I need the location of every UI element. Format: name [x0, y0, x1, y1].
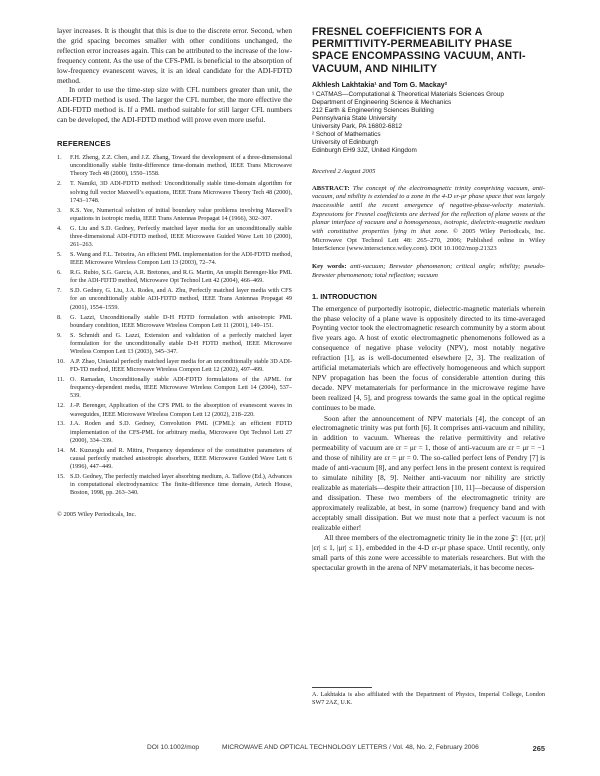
reference-number: 2. [57, 180, 62, 188]
reference-text: M. Kuzuoglu and R. Mittra, Frequency dependence of the constitutive parameters of causal perfectly matched anisotropic absorbers, IEEE Microwave Guided Wave Lett 6 (1996), 447–449. [70, 446, 292, 471]
reference-number: 5. [57, 251, 62, 259]
reference-number: 10. [57, 357, 65, 365]
reference-item [57, 332, 292, 357]
reference-item [57, 420, 292, 445]
references-list [57, 154, 292, 498]
reference-text: K.S. Yee, Numerical solution of initial boundary value problems involving Maxwell’s equations in isotropic media, IEEE Trans Antennas Propagat 14 (1966), 302–307. [70, 206, 292, 222]
reference-number: 3. [57, 206, 62, 214]
reference-number: 4. [57, 224, 62, 232]
reference-text: S.D. Gedney, The perfectly matched layer absorbing medium, A. Taflove (Ed.), Advances in computational electrodynamics: The finite-difference time domain, Artech House, Boston, 1998, pp. 263–340. [70, 473, 292, 497]
reference-number: 9. [57, 331, 62, 339]
reference-item [57, 154, 292, 179]
right-column [312, 26, 545, 574]
affiliation-line: ² School of Mathematics [312, 131, 381, 139]
reference-number: 1. [57, 154, 62, 162]
reference-item [57, 402, 292, 418]
footnote-divider [312, 687, 372, 688]
reference-item [57, 287, 292, 312]
reference-item [57, 376, 292, 401]
reference-text: O. Ramadan, Unconditionally stable ADI-FDTD formulations of the APML for frequency-dependent media, IEEE Microwave Wireless Compon Lett 14 (2004), 537–539. [70, 376, 292, 400]
reference-number: 12. [57, 402, 65, 410]
reference-text: A.P. Zhao, Uniaxial perfectly matched layer media for an unconditionally stable 3D ADI-FD-TD method, IEEE Microwave Wireless Compon Lett 12 (2002), 497–499. [70, 357, 292, 374]
affiliation-line: University Park, PA 16802-6812 [312, 123, 403, 131]
keywords [312, 263, 545, 280]
reference-number: 7. [57, 287, 62, 295]
page-number: 265 [532, 744, 545, 753]
abstract-text: The concept of the electromagnetic trinity comprising vacuum, anti-vacuum, and nihility is extended to a zone in the 4-D εr-μr phase space that was largely inaccessible until the recent emergence of negative-phase-velocity materials. Expressions for Fresnel coefficients are derived for the reflection of plane waves at the planar interface of vacuum and a homogeneous, isotropic, dielectric-magnetic medium with constitutive properties lying in that zone. [312, 184, 545, 236]
body-paragraph: The emergence of purportedly isotropic, dielectric-magnetic materials wherein the phase velocity of a plane wave is oppositely directed to its time-averaged Poynting vector took the electromagnetic research community by a storm about five years ago. A host of exotic electromagnetic phenomenons followed as a consequence of negative phase velocity (NPV), most notably negative refraction [1], as is well-documented elsewhere [2, 3]. The realization of artificial metamaterials which are effectively homogeneous and which support NPV propagation has been the focus of considerable attention during this decade. NPV metamaterials for performance in the microwave regime have been realized [4, 5], and progress towards the same goal in the optical regime continues to be made. [312, 303, 545, 412]
abstract [312, 185, 545, 255]
footer-journal: MICROWAVE AND OPTICAL TECHNOLOGY LETTERS / Vol. 48, No. 2, February 2006 [222, 744, 479, 751]
copyright-notice: © 2005 Wiley Periodicals, Inc. [57, 510, 137, 518]
affiliation-line: Edinburgh EH9 3JZ, United Kingdom [312, 147, 417, 155]
affiliation-line: University of Edinburgh [312, 139, 379, 147]
reference-number: 14. [57, 446, 65, 454]
reference-item [57, 225, 292, 250]
reference-number: 8. [57, 313, 62, 321]
reference-item [57, 180, 292, 205]
reference-item [57, 447, 292, 472]
body-paragraph: Soon after the announcement of NPV materials [4], the concept of an electromagnetic trinity was put forth [6]. It comprises anti-vacuum and nihility, in addition to vacuum. Whereas the relative permittivity and relative permeability of vacuum are εr = μr = 1, those of anti-vacuum are εr = μr = −1 and those of nihility are εr = μr = 0. The so-called perfect lens of Pendry [7] is made of anti-vacuum [8], and any perfect lens in the present context is required to simulate nihility [8, 9]. Neither anti-vacuum nor nihility are strictly realizable as materials—despite their attraction [10, 11]—because of dispersion and dissipation. These two members of the electromagnetic trinity are approximately realizable, at best, in some (narrow) frequency band and with acceptably small dissipation. But we must note that a perfect vacuum is not realizable either! [312, 413, 545, 532]
reference-text: J.-P. Berenger, Application of the CFS PML to the absorption of evanescent waves in waveguides, IEEE Microwave Wireless Compon Lett 12 (2002), 218–220. [70, 402, 292, 418]
reference-text: S. Wang and F.L. Teixeira, An efficient PML implementation for the ADI-FDTD method, IEEE Microwave Wireless Compon Lett 13 (2003), 72–74. [70, 251, 292, 267]
reference-item [57, 473, 292, 498]
reference-text: T. Namiki, 3D ADI-FDTD method: Unconditionally stable time-domain algorithm for solving full vector Maxwell’s equations, IEEE Trans Microwave Theory Tech 48 (2000), 1743–1748. [70, 180, 292, 204]
reference-text: S.D. Gedney, G. Liu, J.A. Rodes, and A. Zhu, Perfectly matched layer media with CFS for an unconditionally stable ADI-FDTD method, IEEE Trans Antennas Propagat 49 (2001), 1554–1559. [70, 287, 292, 311]
left-column [57, 26, 292, 520]
reference-number: 6. [57, 269, 62, 277]
reference-number: 13. [57, 420, 65, 428]
reference-text: G. Liu and S.D. Gedney, Perfectly matched layer media for an unconditionally stable three-dimensional ADI-FDTD method, IEEE Microwave Guided Wave Lett 10 (2000), 261–263. [70, 224, 292, 249]
reference-item [57, 358, 292, 374]
reference-text: F.H. Zheng, Z.Z. Chen, and J.Z. Zhang, Toward the development of a three-dimensional unconditionally stable finite-difference time-domain method, IEEE Trans Microwave Theory Tech 48 (2000), 1550–1558. [70, 154, 292, 178]
reference-number: 15. [57, 473, 65, 480]
reference-number: 11. [57, 376, 65, 384]
body-paragraph: layer increases. It is thought that this is due to the discrete error. Second, when the grid spacing becomes smaller with other conditions unchanged, the reflection error increases again. This can be attributed to the increase of the low-frequency content. As the use of the CFS-PML is beneficial to the absorption of low-frequency evanescent waves, it is an ideal candidate for the ADI-FDTD method. [57, 26, 292, 85]
reference-text: R.G. Rubio, S.G. Garcia, A.R. Bretones, and R.G. Martin, An unsplit Berenger-like PML for the ADI-FDTD method, Microwave Opt Technol Lett 42 (2004), 466–469. [70, 269, 292, 285]
affiliation-line: 212 Earth & Engineering Sciences Building [312, 107, 434, 114]
body-paragraph: In order to use the time-step size with CFL numbers greater than unit, the ADI-FDTD method is used. The larger the CFL number, the more effective the ADI-FDTD method is. If a PML method suitable for still larger CFL numbers can be developed, the ADI-FDTD method will prove even more useful. [57, 85, 292, 125]
affiliation-line: Pennsylvania State University [312, 115, 397, 123]
references-heading: REFERENCES [57, 139, 111, 149]
affiliation-line: Department of Engineering Science & Mechanics [312, 98, 452, 106]
footer-doi: DOI 10.1002/mop [147, 744, 200, 751]
author-affiliations [312, 91, 545, 156]
reference-item [57, 269, 292, 285]
reference-item [57, 207, 292, 223]
footnote: A. Lakhtakia is also affiliated with the Department of Physics, Imperial College, London SW7 2AZ, U.K. [312, 691, 545, 707]
reference-text: J.A. Roden and S.D. Gedney, Convolution PML (CPML): an efficient FDTD implementation of the CFS-PML for arbitrary media, Microwave Opt Technol Lett 27 (2000), 334–339. [70, 420, 292, 444]
abstract-label: ABSTRACT: [312, 184, 350, 192]
article-title: FRESNEL COEFFICIENTS FOR A PERMITTIVITY-PERMEABILITY PHASE SPACE ENCOMPASSING VACUUM, ANTI-VACUUM, AND NIHILITY [312, 26, 526, 75]
keywords-text: anti-vacuum; Brewster phenomenon; critical angle; nihility; pseudo-Brewster phenomenon; total reflection; vacuum [312, 263, 545, 279]
article-authors: Akhlesh Lakhtakia¹ and Tom G. Mackay² [312, 80, 448, 89]
abstract-publication-info: © 2005 Wiley Periodicals, Inc. Microwave Opt Technol Lett 48: 265–270, 2006; Published online in Wiley InterScience (www.interscience.wiley.com). DOI 10.1002/mop.21323 [312, 228, 545, 253]
received-date: Received 2 August 2005 [312, 167, 376, 175]
body-paragraph: All three members of the electromagnetic trinity lie in the zone 𝒵: {(εr, μr)| |εr| ≤ 1, |μr| ≤ 1}, embedded in the 4-D εr-μr phase space. Until recently, only small parts of this zone were accessible to materials researchers. But with the spectacular growth in the arena of NPV metamaterials, it has become neces- [312, 533, 545, 573]
reference-text: S. Schmidt and G. Lazzi, Extension and validation of a perfectly matched layer formulation for the unconditionally stable D-H FDTD method, IEEE Microwave Wireless Compon Lett 13 (2003), 345–347. [70, 331, 292, 356]
affiliation-line: ¹ CATMAS—Computational & Theoretical Materials Sciences Group [312, 90, 504, 98]
reference-text: G. Lazzi, Unconditionally stable D-H FDTD formulation with anisotropic PML boundary condition, IEEE Microwave Wireless Compon Lett 11 (2001), 149–151. [70, 313, 292, 329]
section-heading-introduction: 1. INTRODUCTION [312, 291, 377, 301]
reference-item [57, 314, 292, 330]
keywords-label: Key words: [312, 263, 347, 271]
reference-item [57, 251, 292, 267]
